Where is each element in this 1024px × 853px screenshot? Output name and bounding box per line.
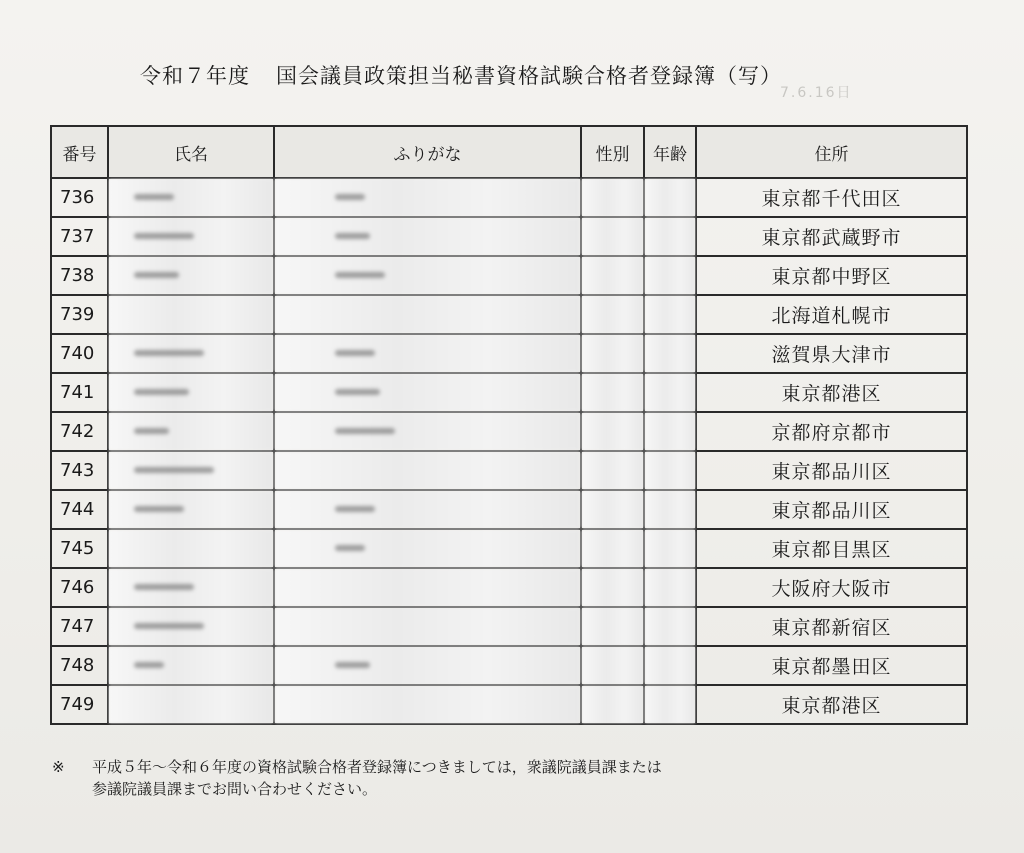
cell-number: 746 (51, 568, 108, 607)
redacted-mark (134, 467, 214, 473)
cell-number: 738 (51, 256, 108, 295)
redaction-blur (275, 218, 580, 255)
cell-number: 739 (51, 295, 108, 334)
redaction-blur (275, 491, 580, 528)
redacted-mark (335, 506, 375, 512)
cell-furigana-redacted (274, 178, 581, 217)
footnote-line-2: 参議院議員課までお問い合わせください。 (92, 780, 378, 798)
redacted-mark (335, 272, 385, 278)
redaction-blur (645, 647, 695, 684)
table-row (51, 256, 967, 295)
header-number: 番号 (51, 126, 108, 178)
cell-furigana-redacted (274, 295, 581, 334)
cell-gender-redacted (581, 178, 644, 217)
cell-address: 東京都墨田区 (696, 646, 967, 685)
redaction-blur (109, 218, 273, 255)
cell-name-redacted (108, 256, 274, 295)
cell-furigana-redacted (274, 685, 581, 724)
cell-gender-redacted (581, 646, 644, 685)
cell-address: 大阪府大阪市 (696, 568, 967, 607)
redaction-blur (645, 452, 695, 489)
table-row (51, 490, 967, 529)
redacted-mark (335, 662, 370, 668)
title-year: 令和７年度 (140, 64, 250, 88)
redaction-blur (275, 413, 580, 450)
table-row (51, 529, 967, 568)
cell-address: 東京都品川区 (696, 490, 967, 529)
redacted-mark (134, 584, 194, 590)
cell-furigana-redacted (274, 451, 581, 490)
cell-name-redacted (108, 490, 274, 529)
cell-address: 東京都武蔵野市 (696, 217, 967, 256)
cell-gender-redacted (581, 607, 644, 646)
redaction-blur (582, 569, 643, 606)
table-row (51, 685, 967, 724)
cell-address: 東京都品川区 (696, 451, 967, 490)
cell-number: 741 (51, 373, 108, 412)
cell-furigana-redacted (274, 568, 581, 607)
cell-name-redacted (108, 334, 274, 373)
cell-address: 東京都目黒区 (696, 529, 967, 568)
redacted-mark (134, 272, 179, 278)
redaction-blur (582, 374, 643, 411)
bleed-through-date: 7.6.16日 (780, 85, 853, 101)
cell-gender-redacted (581, 568, 644, 607)
cell-age-redacted (644, 334, 696, 373)
redaction-blur (645, 569, 695, 606)
cell-name-redacted (108, 373, 274, 412)
cell-furigana-redacted (274, 529, 581, 568)
cell-age-redacted (644, 373, 696, 412)
redaction-blur (582, 179, 643, 216)
cell-name-redacted (108, 568, 274, 607)
cell-number: 736 (51, 178, 108, 217)
table-row (51, 568, 967, 607)
cell-gender-redacted (581, 685, 644, 724)
redaction-blur (645, 374, 695, 411)
redaction-blur (109, 530, 273, 567)
redaction-blur (109, 374, 273, 411)
redaction-blur (645, 218, 695, 255)
redaction-blur (582, 296, 643, 333)
redaction-blur (109, 413, 273, 450)
redaction-blur (582, 413, 643, 450)
cell-age-redacted (644, 568, 696, 607)
redacted-mark (335, 389, 380, 395)
table-row (51, 295, 967, 334)
redaction-blur (275, 335, 580, 372)
cell-name-redacted (108, 412, 274, 451)
cell-gender-redacted (581, 529, 644, 568)
registry-table (50, 125, 968, 725)
redaction-blur (275, 452, 580, 489)
redaction-blur (109, 179, 273, 216)
cell-number: 743 (51, 451, 108, 490)
redaction-blur (109, 569, 273, 606)
redaction-blur (109, 608, 273, 645)
header-age: 年齢 (644, 126, 696, 178)
redacted-mark (335, 194, 365, 200)
cell-gender-redacted (581, 334, 644, 373)
cell-age-redacted (644, 490, 696, 529)
redacted-mark (134, 662, 164, 668)
redaction-blur (582, 491, 643, 528)
table-row (51, 451, 967, 490)
cell-number: 748 (51, 646, 108, 685)
redaction-blur (582, 686, 643, 723)
redaction-blur (645, 179, 695, 216)
table-row (51, 373, 967, 412)
cell-name-redacted (108, 646, 274, 685)
cell-furigana-redacted (274, 490, 581, 529)
cell-address: 北海道札幌市 (696, 295, 967, 334)
cell-number: 737 (51, 217, 108, 256)
cell-address: 東京都新宿区 (696, 607, 967, 646)
cell-gender-redacted (581, 451, 644, 490)
redaction-blur (645, 296, 695, 333)
table-row (51, 334, 967, 373)
cell-gender-redacted (581, 217, 644, 256)
redaction-blur (109, 296, 273, 333)
redaction-blur (275, 686, 580, 723)
redaction-blur (109, 647, 273, 684)
cell-gender-redacted (581, 412, 644, 451)
table-row (51, 178, 967, 217)
redaction-blur (645, 530, 695, 567)
redaction-blur (275, 530, 580, 567)
cell-furigana-redacted (274, 256, 581, 295)
redacted-mark (134, 506, 184, 512)
header-name: 氏名 (108, 126, 274, 178)
redaction-blur (582, 218, 643, 255)
redaction-blur (645, 257, 695, 294)
table-row (51, 217, 967, 256)
cell-name-redacted (108, 295, 274, 334)
cell-furigana-redacted (274, 607, 581, 646)
cell-address: 東京都中野区 (696, 256, 967, 295)
cell-furigana-redacted (274, 334, 581, 373)
table-row (51, 607, 967, 646)
redaction-blur (109, 491, 273, 528)
cell-address: 滋賀県大津市 (696, 334, 967, 373)
cell-number: 749 (51, 685, 108, 724)
cell-age-redacted (644, 178, 696, 217)
title-main: 国会議員政策担当秘書資格試験合格者登録簿（写） (276, 64, 782, 88)
cell-name-redacted (108, 685, 274, 724)
cell-address: 京都府京都市 (696, 412, 967, 451)
cell-age-redacted (644, 295, 696, 334)
footnote-line-1: 平成５年〜令和６年度の資格試験合格者登録簿につきましては，衆議院議員課または (92, 758, 662, 776)
redaction-blur (275, 608, 580, 645)
cell-number: 742 (51, 412, 108, 451)
redaction-blur (645, 335, 695, 372)
redacted-mark (134, 389, 189, 395)
cell-name-redacted (108, 607, 274, 646)
redacted-mark (134, 194, 174, 200)
redaction-blur (109, 452, 273, 489)
redaction-blur (275, 647, 580, 684)
redaction-blur (275, 374, 580, 411)
cell-number: 740 (51, 334, 108, 373)
cell-name-redacted (108, 217, 274, 256)
cell-gender-redacted (581, 256, 644, 295)
redaction-blur (645, 608, 695, 645)
redaction-blur (275, 569, 580, 606)
redacted-mark (335, 545, 365, 551)
table-body (51, 178, 967, 724)
cell-address: 東京都港区 (696, 685, 967, 724)
redaction-blur (582, 335, 643, 372)
header-furigana: ふりがな (274, 126, 581, 178)
cell-age-redacted (644, 217, 696, 256)
redacted-mark (134, 428, 169, 434)
cell-address: 東京都千代田区 (696, 178, 967, 217)
redaction-blur (645, 491, 695, 528)
redacted-mark (335, 428, 395, 434)
cell-gender-redacted (581, 373, 644, 412)
cell-age-redacted (644, 451, 696, 490)
redacted-mark (335, 233, 370, 239)
redaction-blur (109, 335, 273, 372)
cell-age-redacted (644, 412, 696, 451)
redaction-blur (582, 608, 643, 645)
cell-furigana-redacted (274, 646, 581, 685)
redaction-blur (582, 452, 643, 489)
cell-furigana-redacted (274, 373, 581, 412)
cell-number: 744 (51, 490, 108, 529)
redacted-mark (134, 350, 204, 356)
cell-address: 東京都港区 (696, 373, 967, 412)
cell-name-redacted (108, 529, 274, 568)
cell-furigana-redacted (274, 217, 581, 256)
redaction-blur (645, 686, 695, 723)
cell-number: 747 (51, 607, 108, 646)
footnote (52, 756, 662, 800)
redaction-blur (275, 257, 580, 294)
redaction-blur (109, 686, 273, 723)
redaction-blur (582, 257, 643, 294)
cell-name-redacted (108, 451, 274, 490)
redacted-mark (335, 350, 375, 356)
cell-age-redacted (644, 256, 696, 295)
cell-furigana-redacted (274, 412, 581, 451)
footnote-mark: ※ (52, 758, 65, 776)
header-address: 住所 (696, 126, 967, 178)
table-row (51, 412, 967, 451)
table-header-row (51, 126, 967, 178)
redaction-blur (275, 296, 580, 333)
cell-age-redacted (644, 529, 696, 568)
cell-age-redacted (644, 607, 696, 646)
redaction-blur (582, 647, 643, 684)
redaction-blur (645, 413, 695, 450)
cell-age-redacted (644, 685, 696, 724)
cell-number: 745 (51, 529, 108, 568)
cell-age-redacted (644, 646, 696, 685)
table-row (51, 646, 967, 685)
cell-name-redacted (108, 178, 274, 217)
redacted-mark (134, 623, 204, 629)
redacted-mark (134, 233, 194, 239)
cell-gender-redacted (581, 295, 644, 334)
redaction-blur (275, 179, 580, 216)
cell-gender-redacted (581, 490, 644, 529)
redaction-blur (109, 257, 273, 294)
redaction-blur (582, 530, 643, 567)
header-gender: 性別 (581, 126, 644, 178)
page-title (140, 60, 782, 90)
